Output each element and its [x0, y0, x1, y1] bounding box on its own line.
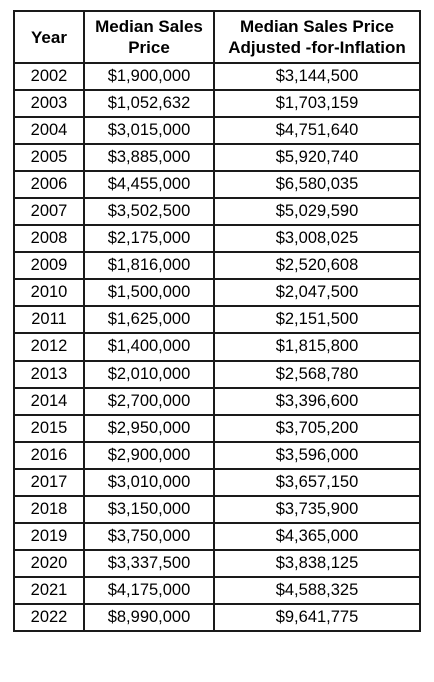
cell-median-sales-price: $1,900,000: [84, 63, 214, 90]
cell-year: 2022: [14, 604, 84, 631]
cell-adjusted-price: $2,047,500: [214, 279, 420, 306]
cell-adjusted-price: $1,703,159: [214, 90, 420, 117]
cell-median-sales-price: $3,502,500: [84, 198, 214, 225]
cell-adjusted-price: $3,396,600: [214, 388, 420, 415]
header-year: Year: [14, 11, 84, 63]
table-row: [14, 604, 420, 631]
header-row: [14, 11, 420, 63]
cell-median-sales-price: $3,337,500: [84, 550, 214, 577]
table-row: [14, 171, 420, 198]
cell-year: 2008: [14, 225, 84, 252]
cell-median-sales-price: $2,700,000: [84, 388, 214, 415]
table-row: [14, 63, 420, 90]
cell-median-sales-price: $1,500,000: [84, 279, 214, 306]
sales-price-table: [13, 10, 421, 632]
cell-median-sales-price: $4,455,000: [84, 171, 214, 198]
table-row: [14, 117, 420, 144]
cell-median-sales-price: $3,885,000: [84, 144, 214, 171]
cell-year: 2004: [14, 117, 84, 144]
cell-year: 2014: [14, 388, 84, 415]
cell-adjusted-price: $5,920,740: [214, 144, 420, 171]
table-row: [14, 333, 420, 360]
header-median-sales-price: Median Sales Price: [84, 11, 214, 63]
cell-year: 2003: [14, 90, 84, 117]
cell-adjusted-price: $5,029,590: [214, 198, 420, 225]
cell-adjusted-price: $1,815,800: [214, 333, 420, 360]
cell-year: 2002: [14, 63, 84, 90]
cell-year: 2015: [14, 415, 84, 442]
cell-median-sales-price: $8,990,000: [84, 604, 214, 631]
cell-year: 2007: [14, 198, 84, 225]
sales-price-table-container: [13, 10, 419, 632]
cell-adjusted-price: $3,008,025: [214, 225, 420, 252]
cell-year: 2019: [14, 523, 84, 550]
table-row: [14, 279, 420, 306]
cell-adjusted-price: $9,641,775: [214, 604, 420, 631]
table-row: [14, 550, 420, 577]
cell-adjusted-price: $3,596,000: [214, 442, 420, 469]
cell-year: 2005: [14, 144, 84, 171]
cell-year: 2006: [14, 171, 84, 198]
cell-adjusted-price: $2,520,608: [214, 252, 420, 279]
cell-median-sales-price: $4,175,000: [84, 577, 214, 604]
cell-adjusted-price: $4,751,640: [214, 117, 420, 144]
table-row: [14, 198, 420, 225]
header-adjusted-price: Median Sales Price Adjusted -for-Inflation: [214, 11, 420, 63]
cell-year: 2009: [14, 252, 84, 279]
table-row: [14, 306, 420, 333]
cell-median-sales-price: $2,175,000: [84, 225, 214, 252]
cell-year: 2010: [14, 279, 84, 306]
table-row: [14, 388, 420, 415]
cell-year: 2016: [14, 442, 84, 469]
table-row: [14, 523, 420, 550]
table-header: [14, 11, 420, 63]
cell-adjusted-price: $3,657,150: [214, 469, 420, 496]
cell-median-sales-price: $3,015,000: [84, 117, 214, 144]
cell-median-sales-price: $1,400,000: [84, 333, 214, 360]
cell-adjusted-price: $2,568,780: [214, 361, 420, 388]
table-row: [14, 415, 420, 442]
cell-adjusted-price: $2,151,500: [214, 306, 420, 333]
cell-year: 2011: [14, 306, 84, 333]
cell-year: 2021: [14, 577, 84, 604]
cell-adjusted-price: $4,588,325: [214, 577, 420, 604]
cell-median-sales-price: $3,010,000: [84, 469, 214, 496]
table-row: [14, 496, 420, 523]
cell-adjusted-price: $6,580,035: [214, 171, 420, 198]
cell-median-sales-price: $1,625,000: [84, 306, 214, 333]
cell-median-sales-price: $3,150,000: [84, 496, 214, 523]
table-row: [14, 252, 420, 279]
table-row: [14, 90, 420, 117]
table-row: [14, 442, 420, 469]
cell-median-sales-price: $2,900,000: [84, 442, 214, 469]
cell-median-sales-price: $3,750,000: [84, 523, 214, 550]
cell-adjusted-price: $3,838,125: [214, 550, 420, 577]
cell-year: 2018: [14, 496, 84, 523]
table-body: [14, 63, 420, 631]
cell-adjusted-price: $3,735,900: [214, 496, 420, 523]
cell-median-sales-price: $1,052,632: [84, 90, 214, 117]
cell-year: 2012: [14, 333, 84, 360]
table-row: [14, 577, 420, 604]
cell-median-sales-price: $2,010,000: [84, 361, 214, 388]
cell-adjusted-price: $4,365,000: [214, 523, 420, 550]
cell-year: 2017: [14, 469, 84, 496]
cell-adjusted-price: $3,144,500: [214, 63, 420, 90]
cell-year: 2013: [14, 361, 84, 388]
cell-median-sales-price: $2,950,000: [84, 415, 214, 442]
table-row: [14, 144, 420, 171]
cell-adjusted-price: $3,705,200: [214, 415, 420, 442]
table-row: [14, 469, 420, 496]
table-row: [14, 361, 420, 388]
cell-median-sales-price: $1,816,000: [84, 252, 214, 279]
cell-year: 2020: [14, 550, 84, 577]
table-row: [14, 225, 420, 252]
